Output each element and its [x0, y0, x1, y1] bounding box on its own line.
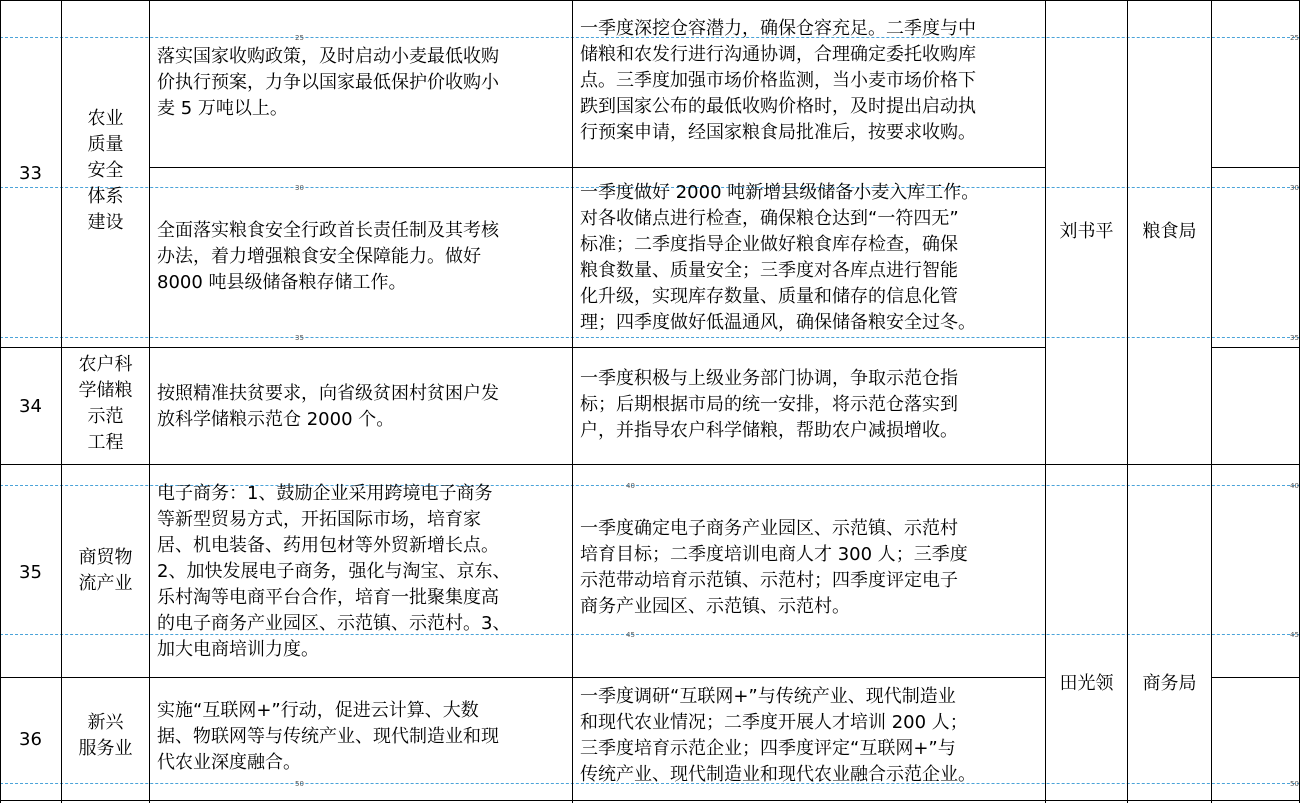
margin-mark: 30 — [1290, 184, 1299, 192]
row-category: 新兴 服务业 — [78, 712, 133, 759]
row-number: 35 — [19, 562, 42, 583]
table-border — [0, 800, 1300, 801]
responsible-leader: 田光领 — [1059, 673, 1114, 694]
task-plan: 一季度深挖仓容潜力，确保仓容充足。二季度与中 储粮和农发行进行沟通协调，合理确定委托收购库 点。三季度加强市场价格监测，当小麦市场价格下 跌到国家公布的最低收购价格时，及时提出启动执 行预案申请，经国家粮食局批准后，按要求收购。 — [580, 18, 976, 143]
table-border — [1211, 677, 1300, 678]
margin-mark: 45 — [1290, 631, 1299, 639]
table-border — [1211, 0, 1212, 803]
row-category: 商贸物 流产业 — [78, 547, 133, 594]
task-plan: 一季度调研“互联网+”与传统产业、现代制造业 和现代农业情况；二季度开展人才培训 200 人； 三季度培育示范企业；四季度评定“互联网+”与 传统产业、现代制造业和现代农业融合示范企业。 — [580, 686, 976, 785]
table-border — [149, 0, 150, 803]
task-plan: 一季度确定电子商务产业园区、示范镇、示范村 培育目标；二季度培训电商人才 300 人；三季度 示范带动培育示范镇、示范村；四季度评定电子 商务产业园区、示范镇、示范村。 — [580, 518, 968, 617]
margin-mark: 30 — [295, 184, 304, 192]
task-goal: 全面落实粮食安全行政首长责任制及其考核 办法，着力增强粮食安全保障能力。做好 8000 吨县级储备粮存储工作。 — [157, 220, 499, 293]
margin-mark: 50 — [295, 780, 304, 788]
row-category: 农业 质量 安全 体系 建设 — [87, 108, 124, 233]
guide-line — [0, 337, 1300, 338]
margin-mark: 40 — [626, 482, 635, 490]
table-border — [1211, 167, 1300, 168]
table-border — [0, 677, 1045, 678]
table-border — [149, 167, 1045, 168]
task-goal: 按照精准扶贫要求，向省级贫困村贫困户发 放科学储粮示范仓 2000 个。 — [157, 383, 499, 430]
row-number: 36 — [19, 729, 42, 750]
row-number: 34 — [19, 396, 42, 417]
responsible-department: 粮食局 — [1142, 221, 1197, 242]
task-plan: 一季度做好 2000 吨新增县级储备小麦入库工作。 对各收储点进行检查，确保粮仓达到“一符四无” 标准；二季度指导企业做好粮食库存检查，确保 粮食数量、质量安全；三季度对各库点进行智能 化升级，实现库存数量、质量和储存的信息化管 理；四季度做好低温通风，确保储备粮安全过冬。 — [580, 182, 980, 333]
table-border — [0, 464, 1300, 465]
responsible-leader: 刘书平 — [1059, 221, 1114, 242]
responsible-department: 商务局 — [1142, 673, 1197, 694]
table-border — [572, 0, 573, 803]
task-goal: 电子商务：1、鼓励企业采用跨境电子商务 等新型贸易方式，开拓国际市场，培育家 居、机电装备、药用包材等外贸新增长点。 2、加快发展电子商务，强化与淘宝、京东、 乐村淘等电商平台合作，培育一批聚集度高 的电子商务产业园区、示范镇、示范村。3、 加大电商培训力度。 — [157, 483, 511, 660]
table-border — [1211, 347, 1300, 348]
task-plan: 一季度积极与上级业务部门协调，争取示范仓指 标；后期根据市局的统一安排，将示范仓落实到 户，并指导农户科学储粮，帮助农户减损增收。 — [580, 368, 958, 441]
margin-mark: 35 — [1290, 334, 1299, 342]
table-border — [0, 0, 1300, 1]
margin-mark: 25 — [295, 34, 304, 42]
task-goal: 落实国家收购政策，及时启动小麦最低收购 价执行预案，力争以国家最低保护价收购小 麦 5 万吨以上。 — [157, 46, 499, 119]
task-goal: 实施“互联网+”行动，促进云计算、大数 据、物联网等与传统产业、现代制造业和现 代农业深度融合。 — [157, 700, 499, 773]
margin-mark: 35 — [295, 334, 304, 342]
row-category: 农户科 学储粮 示范 工程 — [78, 354, 133, 453]
margin-mark: 50 — [1290, 780, 1299, 788]
margin-mark: 45 — [626, 631, 635, 639]
table-border — [0, 347, 1045, 348]
margin-mark: 25 — [1290, 34, 1299, 42]
row-number: 33 — [19, 163, 42, 184]
margin-mark: 40 — [1290, 482, 1299, 490]
